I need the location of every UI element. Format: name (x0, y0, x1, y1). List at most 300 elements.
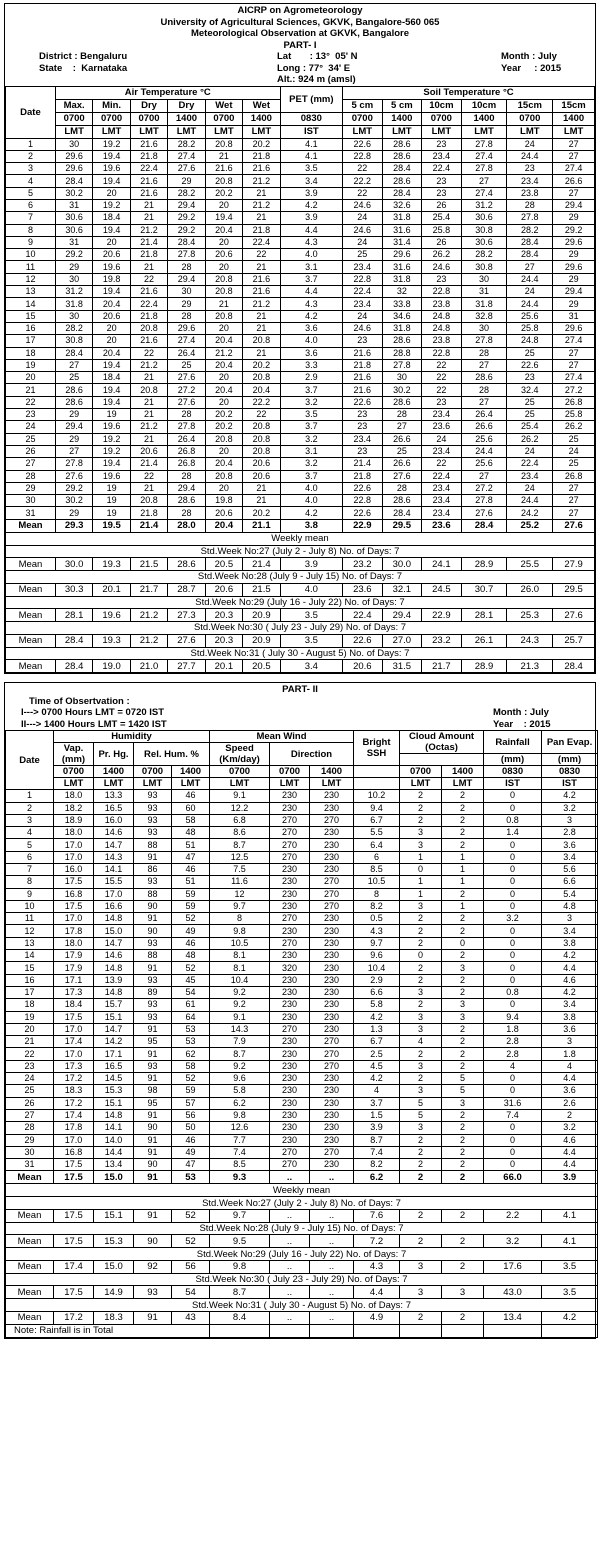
value-cell: 270 (270, 839, 310, 851)
value-cell: 23.4 (422, 445, 462, 457)
value-cell: 10.4 (354, 962, 400, 974)
value-cell: 21.6 (343, 384, 383, 396)
week-mean-cell: 4.1 (542, 1235, 598, 1248)
value-cell: 3 (442, 1097, 484, 1109)
value-cell: 27.2 (461, 482, 507, 494)
value-cell: 20 (205, 322, 242, 334)
value-cell: 3.5 (280, 163, 342, 175)
value-cell: 24.4 (507, 495, 553, 507)
value-cell: 8.1 (210, 950, 270, 962)
week-mean-cell: .. (270, 1209, 310, 1222)
value-cell: 16.0 (54, 863, 94, 875)
value-cell: 89 (134, 986, 172, 998)
cloud-amount-header: Cloud Amount (Octas) (400, 731, 484, 754)
value-cell: 6.8 (210, 814, 270, 826)
value-cell: 28.2 (461, 249, 507, 261)
value-cell: 2 (400, 790, 442, 802)
value-cell: 24.6 (343, 224, 383, 236)
value-cell: 23.8 (422, 335, 462, 347)
value-cell: 2.5 (354, 1048, 400, 1060)
value-cell: 4.0 (280, 495, 342, 507)
value-cell: 27.6 (382, 470, 422, 482)
value-cell: 10.2 (354, 790, 400, 802)
value-cell: 30 (382, 372, 422, 384)
value-cell: 24 (343, 212, 383, 224)
value-cell: 4.3 (280, 298, 342, 310)
value-cell: 14.7 (94, 839, 134, 851)
value-cell: 23.4 (422, 482, 462, 494)
note-blank-cell (484, 1324, 542, 1337)
unit-header: LMT (210, 778, 270, 790)
value-cell: 60 (172, 802, 210, 814)
unit-header: LMT (54, 778, 94, 790)
mean-label: Mean (6, 634, 56, 647)
week-label-row (6, 1197, 598, 1210)
value-cell: 230 (270, 790, 310, 802)
value-cell: 45 (172, 974, 210, 986)
value-cell: 3.2 (542, 1122, 598, 1134)
value-cell: 28 (168, 507, 205, 519)
mean-cell: 2 (400, 1171, 442, 1184)
value-cell: 3.7 (280, 273, 342, 285)
week-label: Std.Week No:29 (July 16 - July 22) No. of Days: 7 (6, 596, 595, 609)
value-cell: 28.6 (55, 384, 92, 396)
date-cell: 4 (6, 175, 56, 187)
value-cell: 0 (484, 790, 542, 802)
unit-header: LMT (172, 778, 210, 790)
week-mean-row (6, 1260, 598, 1273)
value-cell: 20.2 (205, 421, 242, 433)
value-cell: 27 (507, 261, 553, 273)
report-page (4, 3, 596, 1339)
value-cell: 91 (134, 913, 172, 925)
value-cell: 2 (400, 1146, 442, 1158)
value-cell: 17.5 (54, 1011, 94, 1023)
week-mean-cell: 21.5 (130, 558, 167, 571)
week-mean-cell: 56 (172, 1260, 210, 1273)
week-mean-cell: 22.6 (343, 634, 383, 647)
value-cell: 28.6 (55, 396, 92, 408)
value-cell: 21.8 (130, 507, 167, 519)
value-cell: 14.7 (94, 1023, 134, 1035)
value-cell: 12.6 (210, 1122, 270, 1134)
date-cell: 2 (6, 150, 56, 162)
week-mean-cell: 19.3 (93, 558, 130, 571)
value-cell: 29.4 (168, 482, 205, 494)
unit-header: LMT (130, 125, 167, 138)
value-cell: 20 (205, 199, 242, 211)
value-cell: 20.8 (130, 495, 167, 507)
rainfall-header: Rainfall (484, 731, 542, 754)
time-header: 1400 (94, 766, 134, 778)
week-mean-cell: 26.1 (461, 634, 507, 647)
value-cell: 27 (55, 445, 92, 457)
value-cell: 3.7 (280, 470, 342, 482)
mean-cell: 3.9 (542, 1171, 598, 1184)
value-cell: 20.8 (205, 470, 242, 482)
week-mean-cell: 21.4 (243, 558, 281, 571)
value-cell: 58 (172, 814, 210, 826)
value-cell: 91 (134, 1109, 172, 1121)
week-mean-cell: 23.2 (343, 558, 383, 571)
value-cell: 0 (484, 888, 542, 900)
value-cell: 19.6 (93, 163, 130, 175)
header-meta-row-3 (5, 74, 595, 86)
value-cell: 26 (422, 236, 462, 248)
value-cell: 27.2 (168, 384, 205, 396)
value-cell: 10.5 (210, 937, 270, 949)
value-cell: 22.4 (130, 163, 167, 175)
header-meta-row-2 (5, 63, 595, 75)
value-cell: 98 (134, 1085, 172, 1097)
week-mean-cell: 7.2 (354, 1235, 400, 1248)
value-cell: 14.6 (94, 950, 134, 962)
value-cell: 15.1 (94, 1011, 134, 1023)
value-cell: 25.6 (461, 433, 507, 445)
value-cell: 9.4 (484, 1011, 542, 1023)
value-cell: 20.8 (205, 273, 242, 285)
value-cell: 3.6 (542, 1023, 598, 1035)
value-cell: 20.6 (205, 249, 242, 261)
value-cell: 23 (422, 396, 462, 408)
obs-line-1: I---> 0700 Hours LMT = 0720 IST (21, 707, 165, 719)
week-mean-cell: .. (270, 1235, 310, 1248)
week-mean-cell: 22.9 (422, 609, 462, 622)
week-mean-cell: 17.5 (54, 1235, 94, 1248)
value-cell: 22.2 (343, 175, 383, 187)
value-cell: 4 (542, 1060, 598, 1072)
week-label: Std.Week No:31 ( July 30 - August 5) No. of Days: 7 (6, 647, 595, 660)
value-cell: 20.8 (205, 310, 242, 322)
week-mean-row (6, 634, 595, 647)
value-cell: 30.2 (55, 187, 92, 199)
value-cell: 21.4 (130, 458, 167, 470)
value-cell: 22 (343, 163, 383, 175)
obs-line-2-row (5, 719, 595, 731)
week-label-row (6, 571, 595, 584)
week-mean-cell: 28.4 (553, 660, 595, 673)
value-cell: 17.3 (54, 986, 94, 998)
value-cell: 2 (400, 937, 442, 949)
value-cell: 17.8 (54, 1122, 94, 1134)
value-cell: 230 (310, 1011, 354, 1023)
value-cell: 21.8 (130, 310, 167, 322)
unit-header: LMT (205, 125, 242, 138)
value-cell: 4.4 (542, 962, 598, 974)
value-cell: 2 (442, 1134, 484, 1146)
week-mean-cell: 15.1 (94, 1209, 134, 1222)
table-row (6, 1073, 598, 1085)
value-cell: 9.2 (210, 999, 270, 1011)
month-label: Month : July (501, 51, 557, 62)
value-cell: 29.6 (553, 322, 595, 334)
value-cell: 25 (55, 372, 92, 384)
value-cell: 16.6 (94, 900, 134, 912)
value-cell: 9.2 (210, 986, 270, 998)
value-cell: 28.4 (168, 236, 205, 248)
value-cell: 31.2 (461, 199, 507, 211)
value-cell: 20.8 (243, 445, 281, 457)
value-cell: 1 (442, 900, 484, 912)
date-cell: 9 (6, 236, 56, 248)
value-cell: 27.4 (168, 335, 205, 347)
value-cell: 4.6 (542, 974, 598, 986)
time-header: 0700 (210, 766, 270, 778)
week-mean-cell: 30.0 (55, 558, 92, 571)
value-cell: 21 (130, 212, 167, 224)
value-cell: 31 (55, 236, 92, 248)
value-cell: 0 (484, 1085, 542, 1097)
value-cell: 6 (354, 851, 400, 863)
value-cell: 31 (553, 310, 595, 322)
value-cell: 24 (507, 445, 553, 457)
value-cell: 19.6 (93, 261, 130, 273)
value-cell: 30.8 (461, 224, 507, 236)
value-cell: 20.4 (205, 224, 242, 236)
value-cell: 31.6 (382, 224, 422, 236)
value-cell: 3 (400, 839, 442, 851)
value-cell: 9.8 (210, 925, 270, 937)
week-label: Std.Week No:31 ( July 30 - August 5) No. of Days: 7 (6, 1299, 598, 1312)
value-cell: 88 (134, 950, 172, 962)
date-cell: 7 (6, 863, 54, 875)
value-cell: 61 (172, 999, 210, 1011)
week-mean-cell: 19.6 (93, 609, 130, 622)
table-row (6, 802, 598, 814)
week-mean-cell: 9.7 (210, 1209, 270, 1222)
value-cell: 0 (484, 900, 542, 912)
table-row (6, 470, 595, 482)
week-mean-row (6, 583, 595, 596)
value-cell: 27 (461, 396, 507, 408)
week-label: Std.Week No:27 (July 2 - July 8) No. of Days: 7 (6, 1197, 598, 1210)
week-mean-cell: 21.3 (507, 660, 553, 673)
header-line-3: Meteorological Observation at GKVK, Bangalore (190, 28, 410, 39)
value-cell: 17.2 (54, 1097, 94, 1109)
value-cell: 95 (134, 1036, 172, 1048)
time-header: 0830 (484, 766, 542, 778)
value-cell: 21.2 (130, 421, 167, 433)
district-label: District : Bengaluru (39, 51, 128, 62)
value-cell: 29 (55, 261, 92, 273)
value-cell: 28.2 (507, 224, 553, 236)
value-cell: 0 (484, 962, 542, 974)
value-cell: 27 (553, 187, 595, 199)
date-cell: 13 (6, 937, 54, 949)
week-mean-cell: 27.6 (168, 634, 205, 647)
value-cell: 21.2 (243, 298, 281, 310)
date-cell: 9 (6, 888, 54, 900)
value-cell: 20.6 (93, 310, 130, 322)
value-cell: 0 (400, 863, 442, 875)
date-cell: 22 (6, 396, 56, 408)
table-row (6, 925, 598, 937)
week-mean-cell: 4.0 (280, 583, 342, 596)
week-mean-cell: 20.3 (205, 634, 242, 647)
value-cell: 24.6 (422, 261, 462, 273)
value-cell: 3.1 (280, 445, 342, 457)
value-cell: 93 (134, 999, 172, 1011)
value-cell: 3 (442, 999, 484, 1011)
date-cell: 20 (6, 372, 56, 384)
week-mean-cell: 4.3 (354, 1260, 400, 1273)
time-header: 0830 (542, 766, 598, 778)
part1-section (4, 3, 596, 674)
value-cell: 23 (422, 187, 462, 199)
value-cell: 14.2 (94, 1036, 134, 1048)
value-cell: 20 (205, 482, 242, 494)
value-cell: 28 (382, 409, 422, 421)
week-mean-cell: 2 (442, 1209, 484, 1222)
value-cell: 14.8 (94, 986, 134, 998)
value-cell: 21 (130, 372, 167, 384)
value-cell: 27.8 (461, 335, 507, 347)
time-header: 1400 (243, 112, 281, 125)
state-label: State : Karnataka (39, 62, 128, 74)
value-cell: 16.0 (94, 814, 134, 826)
mean-label: Mean (6, 1209, 54, 1222)
value-cell: 22 (130, 273, 167, 285)
obs-time-label: Time of Obsertvation : (29, 695, 130, 707)
table-row (6, 458, 595, 470)
note-blank-cell (210, 1324, 270, 1337)
value-cell: 18.4 (54, 999, 94, 1011)
value-cell: 24 (507, 286, 553, 298)
week-label: Std.Week No:27 (July 2 - July 8) No. of Days: 7 (6, 545, 595, 558)
value-cell: 17.5 (54, 1159, 94, 1171)
value-cell: 230 (310, 851, 354, 863)
unit-header-blank (354, 778, 400, 790)
value-cell: 23 (422, 175, 462, 187)
value-cell: 29.6 (168, 322, 205, 334)
week-mean-cell: 18.3 (94, 1311, 134, 1324)
date-cell: 14 (6, 950, 54, 962)
week-mean-cell: 32.1 (382, 583, 422, 596)
value-cell: 93 (134, 1060, 172, 1072)
value-cell: 25.8 (422, 224, 462, 236)
value-cell: 230 (270, 863, 310, 875)
week-mean-cell: 20.1 (93, 583, 130, 596)
week-mean-cell: 3 (400, 1286, 442, 1299)
table-row (6, 335, 595, 347)
value-cell: 2 (400, 962, 442, 974)
table-row (6, 1036, 598, 1048)
value-cell: 27 (553, 150, 595, 162)
date-cell: 13 (6, 286, 56, 298)
time-header: 1400 (310, 766, 354, 778)
long-label: Long : 77° 34' E (277, 62, 351, 74)
date-cell: 10 (6, 249, 56, 261)
value-cell: 230 (270, 986, 310, 998)
value-cell: 3 (400, 900, 442, 912)
air-col-header: Wet (205, 99, 242, 112)
soil-col-header: 10cm (422, 99, 462, 112)
value-cell: 5 (442, 1073, 484, 1085)
value-cell: 270 (310, 1060, 354, 1072)
week-mean-row (6, 609, 595, 622)
table-row (6, 839, 598, 851)
table-row (6, 1122, 598, 1134)
date-cell: 25 (6, 1085, 54, 1097)
value-cell: 19.4 (93, 224, 130, 236)
value-cell: 3.4 (280, 175, 342, 187)
value-cell: 1 (400, 851, 442, 863)
value-cell: 47 (172, 851, 210, 863)
value-cell: 230 (270, 900, 310, 912)
value-cell: 17.8 (54, 925, 94, 937)
mean-cell: 23.6 (422, 519, 462, 532)
value-cell: 17.9 (54, 950, 94, 962)
date-cell: 31 (6, 1159, 54, 1171)
value-cell: 24.4 (507, 298, 553, 310)
value-cell: 3.6 (280, 347, 342, 359)
date-cell: 17 (6, 986, 54, 998)
value-cell: 23.4 (422, 150, 462, 162)
week-mean-cell: .. (310, 1209, 354, 1222)
value-cell: 230 (270, 1122, 310, 1134)
value-cell: 230 (270, 1085, 310, 1097)
table-row (6, 1023, 598, 1035)
note-blank-cell (442, 1324, 484, 1337)
value-cell: 4.4 (542, 1146, 598, 1158)
table-row (6, 913, 598, 925)
value-cell: 0 (400, 950, 442, 962)
date-cell: 21 (6, 1036, 54, 1048)
value-cell: 21.6 (130, 286, 167, 298)
value-cell: 230 (310, 1085, 354, 1097)
value-cell: 27 (461, 470, 507, 482)
unit-header: LMT (310, 778, 354, 790)
value-cell: 14.8 (94, 1109, 134, 1121)
value-cell: 28.6 (168, 495, 205, 507)
mean-row (6, 1171, 598, 1184)
value-cell: 51 (172, 876, 210, 888)
date-cell: 11 (6, 261, 56, 273)
week-mean-cell: .. (310, 1311, 354, 1324)
table-row (6, 249, 595, 261)
value-cell: 29.4 (553, 199, 595, 211)
value-cell: 2 (442, 925, 484, 937)
mean-label: Mean (6, 1286, 54, 1299)
table-row (6, 1011, 598, 1023)
value-cell: 3 (542, 1036, 598, 1048)
value-cell: 7.7 (210, 1134, 270, 1146)
value-cell: 90 (134, 925, 172, 937)
week-mean-cell: 20.6 (205, 583, 242, 596)
value-cell: 230 (310, 913, 354, 925)
value-cell: 26 (422, 199, 462, 211)
value-cell: 230 (270, 876, 310, 888)
value-cell: 1.3 (354, 1023, 400, 1035)
value-cell: 24.4 (507, 150, 553, 162)
value-cell: 27.6 (461, 507, 507, 519)
value-cell: 29 (553, 212, 595, 224)
value-cell: 3 (400, 1011, 442, 1023)
value-cell: 21 (205, 298, 242, 310)
value-cell: 29.2 (168, 212, 205, 224)
value-cell: 33.8 (382, 298, 422, 310)
value-cell: 29 (55, 409, 92, 421)
value-cell: 19.8 (93, 273, 130, 285)
value-cell: 0 (484, 999, 542, 1011)
table-row (6, 409, 595, 421)
air-temp-header: Air Temperature °C (55, 86, 280, 99)
table-row (6, 962, 598, 974)
date-cell: 27 (6, 1109, 54, 1121)
value-cell: 48 (172, 827, 210, 839)
week-mean-cell: 27.0 (382, 634, 422, 647)
value-cell: 22.8 (422, 286, 462, 298)
